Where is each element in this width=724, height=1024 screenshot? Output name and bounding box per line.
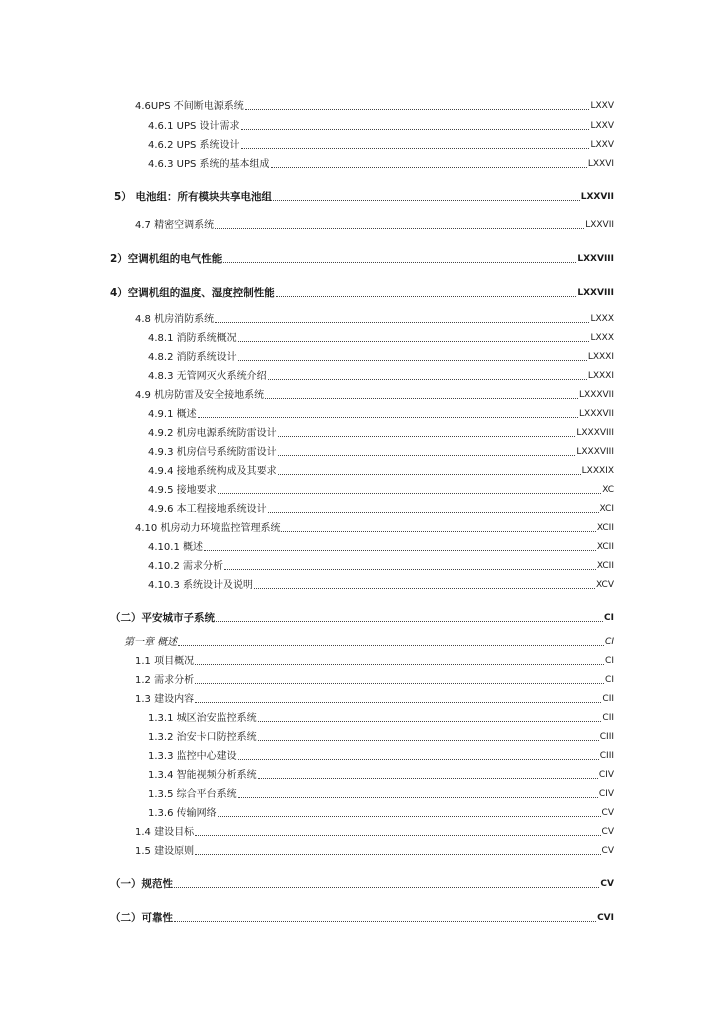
dot-leader bbox=[245, 109, 590, 110]
toc-entry-title: 4.8 机房消防系统 bbox=[135, 314, 215, 325]
toc-entry[interactable] bbox=[135, 389, 614, 402]
toc-entry-page: CV bbox=[601, 827, 614, 837]
toc-entry-page: LXXXVII bbox=[579, 409, 614, 419]
toc-entry-page: CVI bbox=[597, 913, 614, 923]
toc-entry-title: 4.6.3 UPS 系统的基本组成 bbox=[148, 159, 270, 170]
toc-entry-title: 1.3.1 城区治安监控系统 bbox=[148, 713, 257, 724]
toc-entry-title: 1.3.5 综合平台系统 bbox=[148, 789, 237, 800]
toc-entry[interactable] bbox=[148, 560, 614, 573]
toc-entry-title: 1.3 建设内容 bbox=[135, 694, 195, 705]
dot-leader bbox=[238, 360, 587, 361]
toc-entry[interactable] bbox=[110, 912, 614, 925]
toc-entry-title: 4.9.1 概述 bbox=[148, 409, 197, 420]
toc-entry-page: XCI bbox=[599, 504, 614, 514]
toc-entry-title: 5） 电池组：所有模块共享电池组 bbox=[114, 191, 272, 203]
dot-leader bbox=[271, 167, 587, 168]
toc-entry[interactable] bbox=[148, 807, 614, 820]
dot-leader bbox=[215, 228, 584, 229]
toc-entry-page: LXXV bbox=[590, 140, 614, 150]
dot-leader bbox=[204, 550, 596, 551]
toc-entry[interactable] bbox=[114, 191, 614, 204]
toc-entry-page: XC bbox=[602, 485, 614, 495]
dot-leader bbox=[265, 398, 578, 399]
toc-entry-page: CI bbox=[604, 613, 614, 623]
dot-leader bbox=[258, 721, 602, 722]
dot-leader bbox=[276, 296, 577, 297]
toc-entry[interactable] bbox=[124, 636, 614, 649]
toc-entry-title: 4.9.6 本工程接地系统设计 bbox=[148, 504, 267, 515]
dot-leader bbox=[278, 474, 581, 475]
toc-entry-title: 4.10.1 概述 bbox=[148, 542, 203, 553]
dot-leader bbox=[216, 621, 603, 622]
toc-entry[interactable] bbox=[148, 579, 614, 592]
toc-entry-page: LXXV bbox=[590, 101, 614, 111]
toc-entry-page: XCII bbox=[596, 523, 614, 533]
toc-entry[interactable] bbox=[110, 253, 614, 266]
toc-entry-title: 2）空调机组的电气性能 bbox=[110, 253, 223, 265]
toc-entry[interactable] bbox=[148, 408, 614, 421]
dot-leader bbox=[178, 645, 604, 646]
dot-leader bbox=[218, 493, 602, 494]
toc-entry-title: 4.6.1 UPS 设计需求 bbox=[148, 121, 240, 132]
toc-entry-page: LXXXVIII bbox=[576, 447, 614, 457]
toc-entry-page: CI bbox=[605, 656, 614, 666]
toc-entry[interactable] bbox=[148, 769, 614, 782]
toc-entry[interactable] bbox=[135, 674, 614, 687]
dot-leader bbox=[241, 148, 590, 149]
toc-entry-title: 4.7 精密空调系统 bbox=[135, 220, 215, 231]
toc-entry-page: CIV bbox=[598, 770, 614, 780]
toc-entry-title: 4.10 机房动力环境监控管理系统 bbox=[135, 523, 281, 534]
toc-entry[interactable] bbox=[135, 655, 614, 668]
toc-entry[interactable] bbox=[148, 446, 614, 459]
toc-entry-page: CII bbox=[602, 694, 614, 704]
toc-entry-title: 4.8.1 消防系统概况 bbox=[148, 333, 237, 344]
toc-entry[interactable] bbox=[148, 120, 614, 133]
toc-entry-title: （二）平安城市子系统 bbox=[110, 612, 215, 624]
toc-entry[interactable] bbox=[148, 712, 614, 725]
toc-entry[interactable] bbox=[148, 465, 614, 478]
toc-entry-page: CIV bbox=[598, 789, 614, 799]
toc-entry-page: LXXVII bbox=[580, 192, 614, 202]
toc-entry-page: LXXXI bbox=[587, 371, 614, 381]
toc-entry[interactable] bbox=[148, 427, 614, 440]
dot-leader bbox=[278, 455, 576, 456]
toc-entry[interactable] bbox=[135, 693, 614, 706]
dot-leader bbox=[268, 379, 587, 380]
toc-entry[interactable] bbox=[148, 158, 614, 171]
toc-entry-title: 1.3.4 智能视频分析系统 bbox=[148, 770, 257, 781]
toc-entry[interactable] bbox=[148, 139, 614, 152]
toc-entry-title: 4.8.2 消防系统设计 bbox=[148, 352, 237, 363]
dot-leader bbox=[238, 341, 590, 342]
toc-entry[interactable] bbox=[148, 484, 614, 497]
toc-entry-title: 4.6.2 UPS 系统设计 bbox=[148, 140, 240, 151]
dot-leader bbox=[273, 200, 580, 201]
dot-leader bbox=[258, 740, 599, 741]
toc-entry-page: CI bbox=[605, 675, 614, 685]
toc-entry[interactable] bbox=[148, 370, 614, 383]
toc-entry-page: CI bbox=[605, 637, 614, 647]
toc-entry-page: CII bbox=[602, 713, 614, 723]
dot-leader bbox=[218, 816, 601, 817]
dot-leader bbox=[195, 702, 601, 703]
toc-entry[interactable] bbox=[148, 351, 614, 364]
dot-leader bbox=[174, 887, 599, 888]
toc-entry-title: 4.9.5 接地要求 bbox=[148, 485, 217, 496]
toc-entry-title: 4.8.3 无管网灭火系统介绍 bbox=[148, 371, 267, 382]
toc-entry[interactable] bbox=[135, 100, 614, 113]
dot-leader bbox=[215, 322, 589, 323]
toc-entry-page: LXXXVII bbox=[579, 390, 614, 400]
toc-entry-title: 4.10.2 需求分析 bbox=[148, 561, 223, 572]
toc-entry[interactable] bbox=[148, 750, 614, 763]
toc-entry-page: CIII bbox=[599, 732, 614, 742]
toc-entry-page: XCII bbox=[596, 561, 614, 571]
toc-entry-title: 4.9.2 机房电源系统防雷设计 bbox=[148, 428, 277, 439]
toc-entry-title: 1.1 项目概况 bbox=[135, 656, 195, 667]
toc-entry-title: 4.9.4 接地系统构成及其要求 bbox=[148, 466, 277, 477]
dot-leader bbox=[268, 512, 599, 513]
toc-entry[interactable] bbox=[110, 878, 614, 891]
toc-entry-page: LXXVII bbox=[585, 220, 614, 230]
toc-entry[interactable] bbox=[148, 332, 614, 345]
dot-leader bbox=[258, 778, 598, 779]
dot-leader bbox=[195, 835, 600, 836]
toc-entry[interactable] bbox=[110, 612, 614, 625]
toc-entry-page: CV bbox=[601, 846, 614, 856]
toc-entry-title: （一）规范性 bbox=[110, 878, 173, 890]
toc-entry-title: 4.10.3 系统设计及说明 bbox=[148, 580, 253, 591]
toc-entry[interactable] bbox=[135, 219, 614, 232]
toc-entry-page: LXXXIX bbox=[581, 466, 614, 476]
toc-entry-page: CV bbox=[600, 879, 614, 889]
dot-leader bbox=[241, 129, 590, 130]
dot-leader bbox=[238, 797, 598, 798]
dot-leader bbox=[223, 262, 576, 263]
toc-entry-page: LXXVI bbox=[587, 159, 614, 169]
dot-leader bbox=[254, 588, 595, 589]
toc-entry-page: LXXX bbox=[590, 333, 614, 343]
toc-entry-title: 4.6UPS 不间断电源系统 bbox=[135, 101, 244, 112]
dot-leader bbox=[278, 436, 576, 437]
toc-entry-title: 第一章 概述 bbox=[124, 637, 178, 648]
toc-entry-title: 1.4 建设目标 bbox=[135, 827, 195, 838]
toc-entry-page: XCV bbox=[596, 580, 614, 590]
toc-entry-page: XCII bbox=[596, 542, 614, 552]
toc-entry[interactable] bbox=[148, 541, 614, 554]
toc-entry[interactable] bbox=[148, 731, 614, 744]
toc-entry-title: 1.3.3 监控中心建设 bbox=[148, 751, 237, 762]
toc-entry-title: （二）可靠性 bbox=[110, 912, 173, 924]
dot-leader bbox=[195, 854, 600, 855]
toc-entry-title: 1.3.6 传输网络 bbox=[148, 808, 217, 819]
toc-entry-page: LXXXVIII bbox=[576, 428, 614, 438]
toc-entry[interactable] bbox=[110, 287, 614, 300]
dot-leader bbox=[174, 921, 596, 922]
toc-entry[interactable] bbox=[148, 788, 614, 801]
toc-entry[interactable] bbox=[135, 826, 614, 839]
toc-entry-title: 4）空调机组的温度、湿度控制性能 bbox=[110, 287, 275, 299]
toc-entry-page: CV bbox=[601, 808, 614, 818]
toc-entry-title: 1.3.2 治安卡口防控系统 bbox=[148, 732, 257, 743]
dot-leader bbox=[281, 531, 595, 532]
toc-entry[interactable] bbox=[135, 522, 614, 535]
toc-entry-title: 1.5 建设原则 bbox=[135, 846, 195, 857]
dot-leader bbox=[238, 759, 599, 760]
toc-entry-page: LXXV bbox=[590, 121, 614, 131]
toc-entry-title: 4.9 机房防雷及安全接地系统 bbox=[135, 390, 265, 401]
dot-leader bbox=[198, 417, 578, 418]
dot-leader bbox=[224, 569, 596, 570]
toc-entry[interactable] bbox=[135, 313, 614, 326]
dot-leader bbox=[195, 683, 604, 684]
toc-entry-page: CIII bbox=[599, 751, 614, 761]
toc-entry-page: LXXX bbox=[590, 314, 614, 324]
toc-entry[interactable] bbox=[148, 503, 614, 516]
toc-entry-page: LXXVIII bbox=[577, 254, 614, 264]
toc-entry-page: LXXVIII bbox=[577, 288, 614, 298]
toc-entry[interactable] bbox=[135, 845, 614, 858]
toc-entry-title: 1.2 需求分析 bbox=[135, 675, 195, 686]
toc-entry-page: LXXXI bbox=[587, 352, 614, 362]
dot-leader bbox=[195, 664, 604, 665]
toc-entry-title: 4.9.3 机房信号系统防雷设计 bbox=[148, 447, 277, 458]
